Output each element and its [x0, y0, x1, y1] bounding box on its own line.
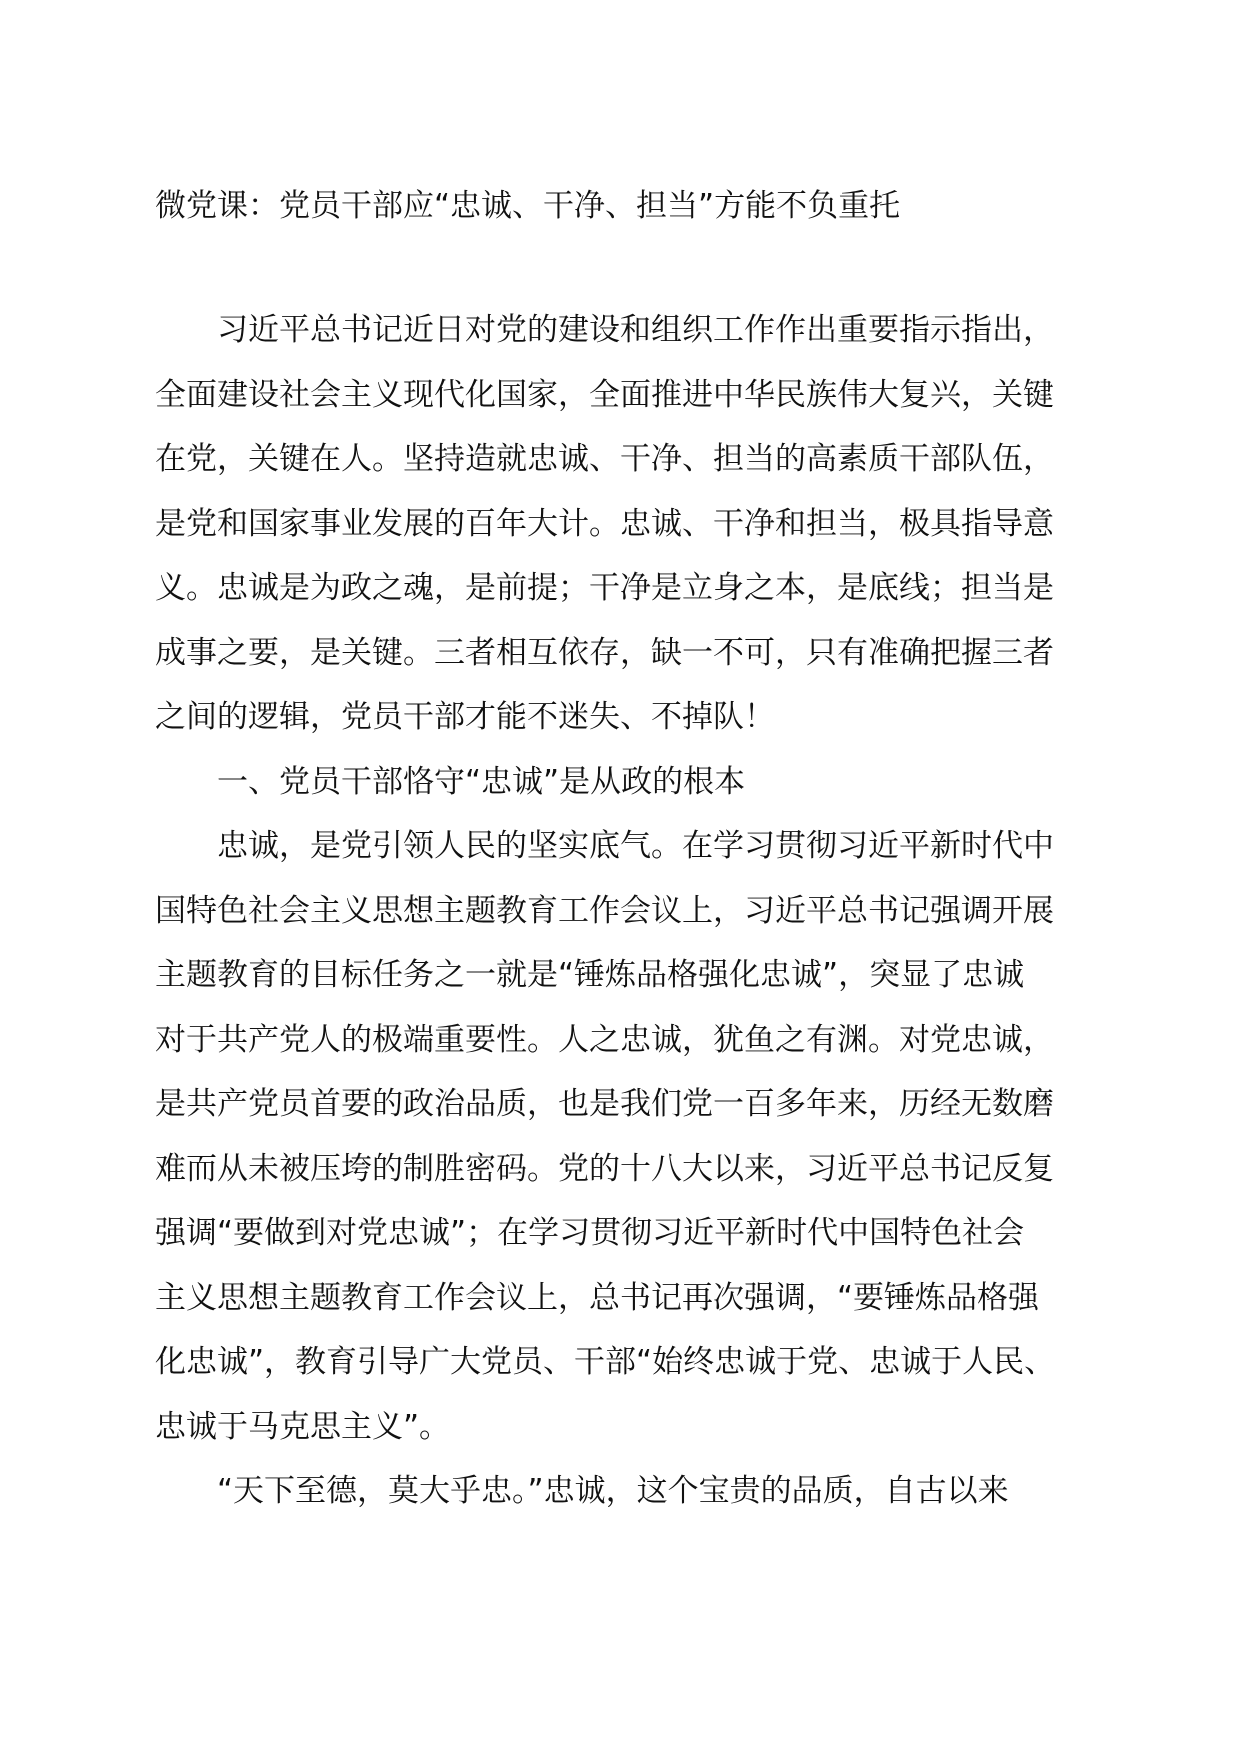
document-line: 忠诚于马克思主义”。: [155, 1408, 451, 1445]
document-line: 在党，关键在人。坚持造就忠诚、干净、担当的高素质干部队伍，: [155, 441, 1054, 477]
document-page: [155, 180, 1095, 1524]
document-title: 微党课：党员干部应“忠诚、干净、担当”方能不负重托: [155, 188, 901, 224]
document-body: [155, 298, 1095, 1524]
document-line: 忠诚，是党引领人民的坚实底气。在学习贯彻习近平新时代中: [217, 828, 1054, 864]
document-line: 主题教育的目标任务之一就是“锤炼品格强化忠诚”，突显了忠诚: [155, 957, 1025, 993]
document-line: 一、党员干部恪守“忠诚”是从政的根本: [217, 763, 746, 800]
document-line: 主义思想主题教育工作会议上，总书记再次强调，“要锤炼品格强: [155, 1279, 1040, 1316]
document-line: 是共产党员首要的政治品质，也是我们党一百多年来，历经无数磨: [155, 1086, 1054, 1122]
document-line: 义。忠诚是为政之魂，是前提；干净是立身之本，是底线；担当是: [155, 570, 1054, 606]
document-line: “天下至德，莫大乎忠。”忠诚，这个宝贵的品质，自古以来: [217, 1473, 1009, 1509]
document-line: 对于共产党人的极端重要性。人之忠诚，犹鱼之有渊。对党忠诚，: [155, 1021, 1054, 1058]
document-line: 国特色社会主义思想主题教育工作会议上，习近平总书记强调开展: [155, 892, 1054, 929]
document-line: 成事之要，是关键。三者相互依存，缺一不可，只有准确把握三者: [155, 634, 1054, 671]
document-line: 习近平总书记近日对党的建设和组织工作作出重要指示指出，: [217, 312, 1054, 348]
document-line: 之间的逻辑，党员干部才能不迷失、不掉队！: [155, 699, 775, 735]
document-line: 化忠诚”，教育引导广大党员、干部“始终忠诚于党、忠诚于人民、: [155, 1344, 1056, 1380]
document-line: 强调“要做到对党忠诚”；在学习贯彻习近平新时代中国特色社会: [155, 1215, 1025, 1251]
document-line: 全面建设社会主义现代化国家，全面推进中华民族伟大复兴，关键: [155, 376, 1054, 413]
document-line: 难而从未被压垮的制胜密码。党的十八大以来，习近平总书记反复: [155, 1150, 1054, 1187]
document-line: 是党和国家事业发展的百年大计。忠诚、干净和担当，极具指导意: [155, 505, 1054, 542]
